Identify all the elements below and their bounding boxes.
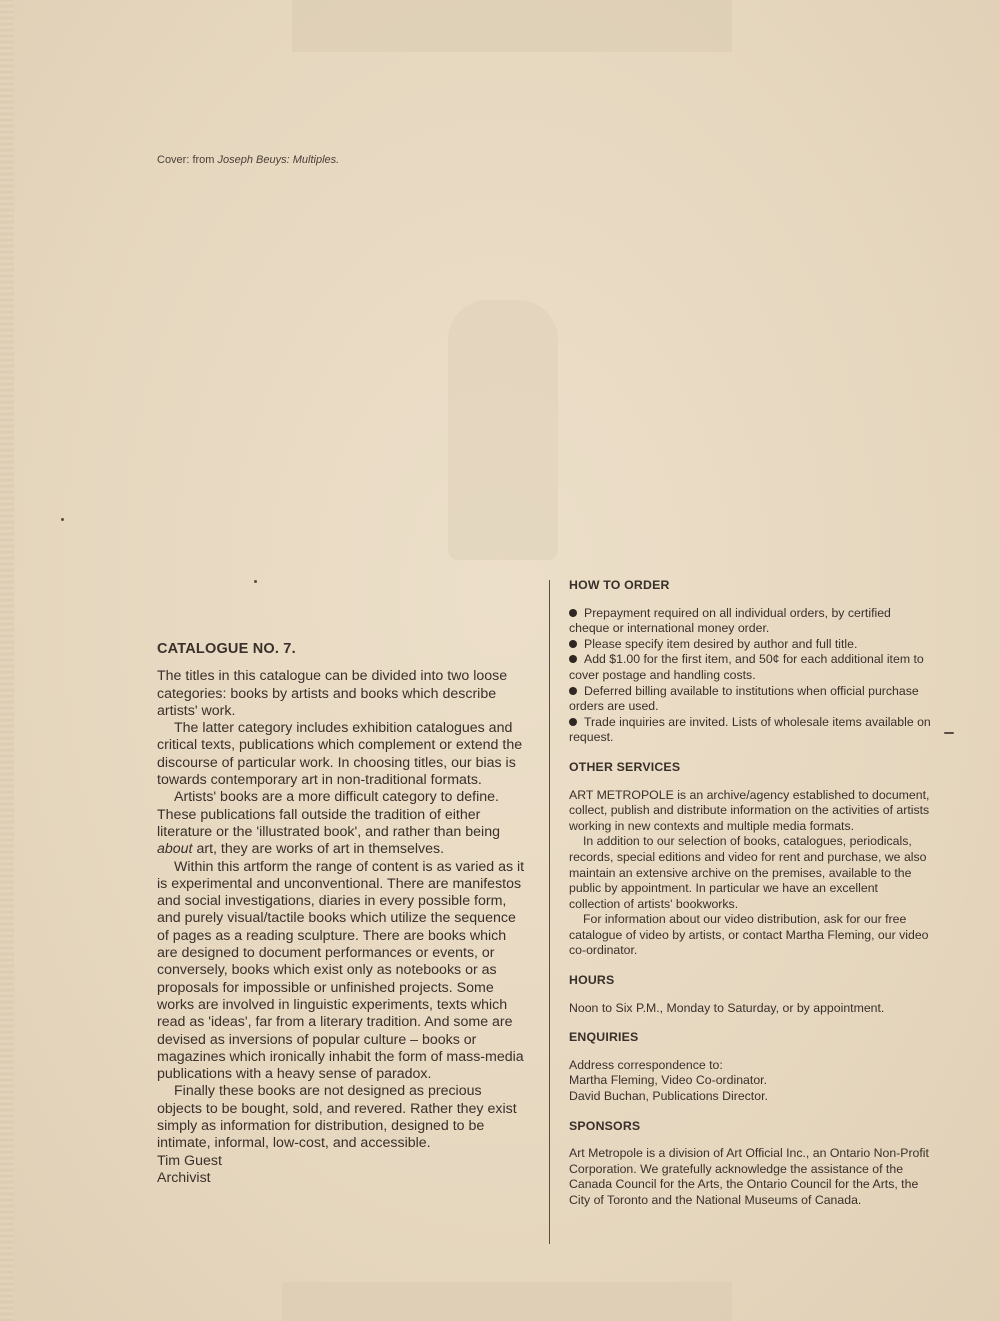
enquiries-section	[569, 1030, 931, 1104]
order-item	[569, 606, 931, 637]
intro-paragraph-3	[157, 789, 525, 858]
other-services-section	[569, 760, 931, 959]
services-paragraph-1: ART METROPOLE is an archive/agency established to document, collect, publish and distribute information on the activities of artists working in new contexts and multiple media formats.	[569, 787, 930, 833]
bullet-icon	[569, 687, 577, 695]
enquiries-heading: ENQUIRIES	[569, 1030, 639, 1045]
signature-name: Tim Guest	[157, 1152, 222, 1169]
intro-paragraph-5: Finally these books are not designed as precious objects to be bought, sold, and revered. Rather they exist simply as information for distribution, designed to be intimate, informal, low-cost, and accessible.	[157, 1083, 517, 1152]
bullet-icon	[569, 609, 577, 617]
order-item	[569, 715, 931, 746]
intro-paragraph-4: Within this artform the range of content is as varied as it is experimental and unconventional. There are manifestos and social investigations, diaries in every possible form, and purely visual/tactile books which utilize the sequence of pages as a reading sculpture. There are books which are designed to document performances or events, or conversely, books which exist only as notebooks or as proposals for impossible or unfinished projects. Some works are involved in linguistic experiments, texts which read as 'ideas', far from a literary tradition. And some are devised as inversions of popular culture – books or magazines which ironically inhabit the form of mass-media publications with a heavy sense of paradox.	[157, 858, 525, 1083]
column-divider	[549, 580, 550, 1244]
order-item-text: Prepayment required on all individual orders, by certified cheque or international money order.	[569, 605, 891, 636]
enquiries-line: David Buchan, Publications Director.	[569, 1089, 768, 1104]
intro-paragraph-3-start: Artists' books are a more difficult category to define. These publications fall outside the tradition of either literature or the 'illustrated book', and rather than being	[157, 789, 500, 840]
intro-paragraph-3-end: art, they are works of art in themselves.	[192, 841, 445, 858]
how-to-order-heading: HOW TO ORDER	[569, 578, 670, 592]
bullet-icon	[569, 655, 577, 663]
order-item-text: Please specify item desired by author and full title.	[584, 636, 858, 651]
signature-title: Archivist	[157, 1169, 211, 1186]
show-through-letters	[285, 40, 755, 275]
hours-heading: HOURS	[569, 973, 615, 988]
other-services-heading: OTHER SERVICES	[569, 759, 681, 774]
paper-speck	[254, 580, 257, 583]
order-item	[569, 637, 931, 653]
sponsors-text: Art Metropole is a division of Art Official Inc., an Ontario Non-Profit Corporation. We gratefully acknowledge the assistance of the Canada Council for the Arts, the Ontario Council for the Arts, the City of Toronto and the National Museums of Canada.	[569, 1146, 929, 1207]
sponsors-section	[569, 1119, 931, 1209]
page-edge	[0, 0, 14, 1321]
cover-credit-title: Joseph Beuys: Multiples.	[217, 154, 340, 166]
hours-text: Noon to Six P.M., Monday to Saturday, or by appointment.	[569, 1000, 885, 1015]
cover-credit-prefix: Cover: from	[157, 154, 218, 166]
intro-paragraph-3-emphasis: about	[157, 841, 193, 858]
services-paragraph-2: In addition to our selection of books, catalogues, periodicals, records, special editions and video for rent and purchase, we also maintain an extensive archive on the premises, available to the public by appointment. In particular we have an excellent collection of artists' bookworks.	[569, 834, 927, 911]
hours-section	[569, 973, 931, 1016]
catalogue-heading: CATALOGUE NO. 7.	[157, 641, 296, 657]
order-item-text: Deferred billing available to institutions when official purchase orders are used.	[569, 683, 919, 714]
paper-speck	[944, 732, 954, 734]
show-through-figure	[448, 300, 558, 560]
cover-credit	[157, 154, 339, 166]
paper-speck	[61, 518, 64, 521]
enquiries-line: Address correspondence to:	[569, 1057, 723, 1072]
bullet-icon	[569, 640, 577, 648]
order-item	[569, 652, 931, 683]
info-column	[569, 578, 931, 1223]
intro-paragraph-2: The latter category includes exhibition catalogues and critical texts, publications which complement or extend the discourse of particular work. In choosing titles, our bias is towards contemporary art in non-traditional formats.	[157, 720, 523, 789]
enquiries-line: Martha Fleming, Video Co-ordinator.	[569, 1073, 767, 1088]
bullet-icon	[569, 718, 577, 726]
services-paragraph-3: For information about our video distribution, ask for our free catalogue of video by artists, or contact Martha Fleming, our video co-ordinator.	[569, 912, 929, 958]
order-item-text: Trade inquiries are invited. Lists of wholesale items available on request.	[569, 714, 931, 745]
how-to-order-section	[569, 578, 931, 746]
show-through-bottom	[282, 1282, 732, 1321]
sponsors-heading: SPONSORS	[569, 1118, 641, 1133]
order-item	[569, 684, 931, 715]
catalogue-intro	[157, 641, 525, 1187]
intro-paragraph-1: The titles in this catalogue can be divided into two loose categories: books by artists and books which describe artists' work.	[157, 668, 508, 719]
order-item-text: Add $1.00 for the first item, and 50¢ for each additional item to cover postage and handling costs.	[569, 652, 924, 682]
